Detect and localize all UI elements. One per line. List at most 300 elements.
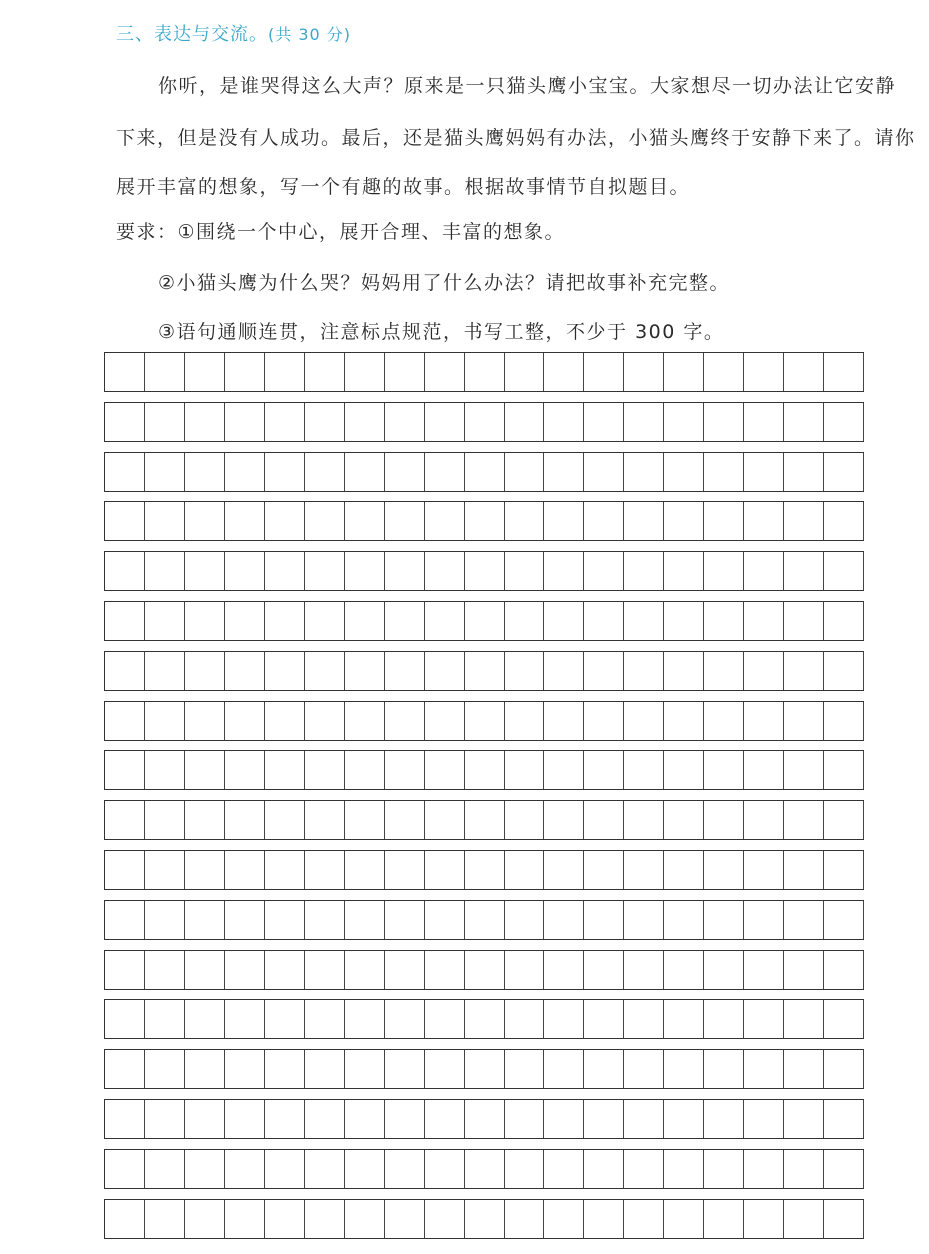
- grid-cell[interactable]: [345, 751, 385, 789]
- grid-cell[interactable]: [744, 1050, 784, 1088]
- writing-grid[interactable]: [104, 352, 864, 1236]
- grid-cell[interactable]: [425, 403, 465, 441]
- grid-cell[interactable]: [784, 1100, 824, 1138]
- grid-cell[interactable]: [345, 901, 385, 939]
- grid-cell[interactable]: [185, 901, 225, 939]
- grid-cell[interactable]: [465, 403, 505, 441]
- grid-cell[interactable]: [704, 502, 744, 540]
- grid-cell[interactable]: [185, 1050, 225, 1088]
- grid-cell[interactable]: [544, 801, 584, 839]
- grid-cell[interactable]: [784, 1000, 824, 1038]
- grid-cell[interactable]: [704, 951, 744, 989]
- grid-cell[interactable]: [265, 751, 305, 789]
- grid-cell[interactable]: [305, 751, 345, 789]
- grid-cell[interactable]: [505, 1100, 545, 1138]
- grid-cell[interactable]: [145, 1100, 185, 1138]
- grid-cell[interactable]: [824, 951, 864, 989]
- grid-cell[interactable]: [584, 502, 624, 540]
- grid-cell[interactable]: [265, 1150, 305, 1188]
- grid-cell[interactable]: [664, 851, 704, 889]
- grid-cell[interactable]: [624, 951, 664, 989]
- grid-cell[interactable]: [345, 353, 385, 391]
- grid-cell[interactable]: [225, 602, 265, 640]
- grid-cell[interactable]: [664, 901, 704, 939]
- grid-cell[interactable]: [624, 652, 664, 690]
- grid-cell[interactable]: [425, 652, 465, 690]
- grid-cell[interactable]: [225, 1000, 265, 1038]
- grid-cell[interactable]: [465, 851, 505, 889]
- grid-cell[interactable]: [265, 1100, 305, 1138]
- grid-cell[interactable]: [824, 1050, 864, 1088]
- grid-cell[interactable]: [225, 552, 265, 590]
- grid-cell[interactable]: [584, 951, 624, 989]
- grid-cell[interactable]: [225, 851, 265, 889]
- grid-cell[interactable]: [185, 602, 225, 640]
- grid-cell[interactable]: [784, 851, 824, 889]
- grid-cell[interactable]: [265, 702, 305, 740]
- grid-cell[interactable]: [784, 951, 824, 989]
- grid-cell[interactable]: [744, 552, 784, 590]
- grid-cell[interactable]: [145, 1000, 185, 1038]
- grid-cell[interactable]: [425, 801, 465, 839]
- grid-cell[interactable]: [624, 751, 664, 789]
- grid-cell[interactable]: [265, 1050, 305, 1088]
- grid-cell[interactable]: [465, 1050, 505, 1088]
- grid-cell[interactable]: [425, 951, 465, 989]
- grid-cell[interactable]: [544, 901, 584, 939]
- grid-cell[interactable]: [105, 1100, 145, 1138]
- grid-cell[interactable]: [704, 552, 744, 590]
- grid-cell[interactable]: [225, 453, 265, 491]
- grid-cell[interactable]: [544, 453, 584, 491]
- grid-cell[interactable]: [145, 901, 185, 939]
- grid-cell[interactable]: [385, 851, 425, 889]
- grid-cell[interactable]: [584, 602, 624, 640]
- grid-cell[interactable]: [225, 702, 265, 740]
- grid-cell[interactable]: [624, 403, 664, 441]
- grid-cell[interactable]: [744, 602, 784, 640]
- grid-cell[interactable]: [505, 951, 545, 989]
- grid-cell[interactable]: [505, 1050, 545, 1088]
- grid-cell[interactable]: [505, 1000, 545, 1038]
- grid-cell[interactable]: [185, 751, 225, 789]
- grid-cell[interactable]: [505, 1200, 545, 1238]
- grid-cell[interactable]: [105, 552, 145, 590]
- grid-cell[interactable]: [505, 702, 545, 740]
- grid-cell[interactable]: [744, 751, 784, 789]
- grid-cell[interactable]: [744, 851, 784, 889]
- grid-cell[interactable]: [744, 353, 784, 391]
- grid-cell[interactable]: [305, 702, 345, 740]
- grid-cell[interactable]: [105, 353, 145, 391]
- grid-cell[interactable]: [145, 353, 185, 391]
- grid-cell[interactable]: [824, 502, 864, 540]
- grid-cell[interactable]: [105, 901, 145, 939]
- grid-cell[interactable]: [225, 1150, 265, 1188]
- grid-cell[interactable]: [385, 1050, 425, 1088]
- grid-cell[interactable]: [784, 552, 824, 590]
- grid-cell[interactable]: [824, 702, 864, 740]
- grid-cell[interactable]: [704, 1000, 744, 1038]
- grid-cell[interactable]: [744, 702, 784, 740]
- grid-cell[interactable]: [185, 851, 225, 889]
- grid-cell[interactable]: [784, 1200, 824, 1238]
- grid-cell[interactable]: [704, 403, 744, 441]
- grid-cell[interactable]: [824, 403, 864, 441]
- grid-cell[interactable]: [584, 1200, 624, 1238]
- grid-cell[interactable]: [784, 1050, 824, 1088]
- grid-cell[interactable]: [145, 851, 185, 889]
- grid-cell[interactable]: [704, 1150, 744, 1188]
- grid-cell[interactable]: [425, 851, 465, 889]
- grid-cell[interactable]: [465, 901, 505, 939]
- grid-cell[interactable]: [225, 1200, 265, 1238]
- grid-cell[interactable]: [505, 851, 545, 889]
- grid-cell[interactable]: [624, 502, 664, 540]
- grid-cell[interactable]: [225, 403, 265, 441]
- grid-cell[interactable]: [664, 1000, 704, 1038]
- grid-cell[interactable]: [465, 502, 505, 540]
- grid-cell[interactable]: [824, 453, 864, 491]
- grid-cell[interactable]: [425, 702, 465, 740]
- grid-cell[interactable]: [584, 1050, 624, 1088]
- grid-cell[interactable]: [824, 602, 864, 640]
- grid-cell[interactable]: [305, 652, 345, 690]
- grid-cell[interactable]: [265, 403, 305, 441]
- grid-cell[interactable]: [105, 1150, 145, 1188]
- grid-cell[interactable]: [465, 1150, 505, 1188]
- grid-cell[interactable]: [425, 1050, 465, 1088]
- grid-cell[interactable]: [584, 751, 624, 789]
- grid-cell[interactable]: [185, 552, 225, 590]
- grid-cell[interactable]: [145, 403, 185, 441]
- grid-cell[interactable]: [505, 751, 545, 789]
- grid-cell[interactable]: [784, 602, 824, 640]
- grid-cell[interactable]: [465, 1200, 505, 1238]
- grid-cell[interactable]: [664, 403, 704, 441]
- grid-cell[interactable]: [704, 1200, 744, 1238]
- grid-cell[interactable]: [145, 751, 185, 789]
- grid-cell[interactable]: [744, 1200, 784, 1238]
- grid-cell[interactable]: [145, 453, 185, 491]
- grid-cell[interactable]: [744, 652, 784, 690]
- grid-cell[interactable]: [345, 951, 385, 989]
- grid-cell[interactable]: [584, 901, 624, 939]
- grid-cell[interactable]: [704, 1050, 744, 1088]
- grid-cell[interactable]: [784, 1150, 824, 1188]
- grid-cell[interactable]: [505, 403, 545, 441]
- grid-cell[interactable]: [425, 602, 465, 640]
- grid-cell[interactable]: [105, 801, 145, 839]
- grid-cell[interactable]: [345, 502, 385, 540]
- grid-cell[interactable]: [584, 1000, 624, 1038]
- grid-cell[interactable]: [624, 602, 664, 640]
- grid-cell[interactable]: [185, 1200, 225, 1238]
- grid-cell[interactable]: [584, 403, 624, 441]
- grid-cell[interactable]: [185, 1000, 225, 1038]
- grid-cell[interactable]: [784, 353, 824, 391]
- grid-cell[interactable]: [385, 353, 425, 391]
- grid-cell[interactable]: [824, 1000, 864, 1038]
- grid-cell[interactable]: [465, 702, 505, 740]
- grid-cell[interactable]: [664, 1100, 704, 1138]
- grid-cell[interactable]: [465, 801, 505, 839]
- grid-cell[interactable]: [225, 951, 265, 989]
- grid-cell[interactable]: [425, 502, 465, 540]
- grid-cell[interactable]: [345, 801, 385, 839]
- grid-cell[interactable]: [624, 552, 664, 590]
- grid-cell[interactable]: [345, 1150, 385, 1188]
- grid-cell[interactable]: [664, 502, 704, 540]
- grid-cell[interactable]: [385, 801, 425, 839]
- grid-cell[interactable]: [305, 453, 345, 491]
- grid-cell[interactable]: [145, 652, 185, 690]
- grid-cell[interactable]: [664, 801, 704, 839]
- grid-cell[interactable]: [624, 801, 664, 839]
- grid-cell[interactable]: [744, 453, 784, 491]
- grid-cell[interactable]: [185, 502, 225, 540]
- grid-cell[interactable]: [385, 1200, 425, 1238]
- grid-cell[interactable]: [505, 801, 545, 839]
- grid-cell[interactable]: [824, 901, 864, 939]
- grid-cell[interactable]: [584, 1150, 624, 1188]
- grid-cell[interactable]: [345, 851, 385, 889]
- grid-cell[interactable]: [465, 602, 505, 640]
- grid-cell[interactable]: [824, 1200, 864, 1238]
- grid-cell[interactable]: [704, 602, 744, 640]
- grid-cell[interactable]: [305, 552, 345, 590]
- grid-cell[interactable]: [385, 453, 425, 491]
- grid-cell[interactable]: [105, 702, 145, 740]
- grid-cell[interactable]: [544, 951, 584, 989]
- grid-cell[interactable]: [385, 502, 425, 540]
- grid-cell[interactable]: [145, 602, 185, 640]
- grid-cell[interactable]: [185, 403, 225, 441]
- grid-cell[interactable]: [185, 1100, 225, 1138]
- grid-cell[interactable]: [784, 801, 824, 839]
- grid-cell[interactable]: [584, 1100, 624, 1138]
- grid-cell[interactable]: [345, 652, 385, 690]
- grid-cell[interactable]: [305, 851, 345, 889]
- grid-cell[interactable]: [345, 1100, 385, 1138]
- grid-cell[interactable]: [824, 1150, 864, 1188]
- grid-cell[interactable]: [624, 1150, 664, 1188]
- grid-cell[interactable]: [624, 1000, 664, 1038]
- grid-cell[interactable]: [624, 1100, 664, 1138]
- grid-cell[interactable]: [544, 751, 584, 789]
- grid-cell[interactable]: [664, 751, 704, 789]
- grid-cell[interactable]: [584, 552, 624, 590]
- grid-cell[interactable]: [105, 453, 145, 491]
- grid-cell[interactable]: [784, 502, 824, 540]
- grid-cell[interactable]: [345, 602, 385, 640]
- grid-cell[interactable]: [425, 552, 465, 590]
- grid-cell[interactable]: [385, 901, 425, 939]
- grid-cell[interactable]: [105, 403, 145, 441]
- grid-cell[interactable]: [744, 801, 784, 839]
- grid-cell[interactable]: [425, 1150, 465, 1188]
- grid-cell[interactable]: [145, 1200, 185, 1238]
- grid-cell[interactable]: [584, 702, 624, 740]
- grid-cell[interactable]: [664, 1150, 704, 1188]
- grid-cell[interactable]: [185, 951, 225, 989]
- grid-cell[interactable]: [744, 502, 784, 540]
- grid-cell[interactable]: [544, 403, 584, 441]
- grid-cell[interactable]: [704, 851, 744, 889]
- grid-cell[interactable]: [624, 901, 664, 939]
- grid-cell[interactable]: [505, 1150, 545, 1188]
- grid-cell[interactable]: [704, 751, 744, 789]
- grid-cell[interactable]: [225, 801, 265, 839]
- grid-cell[interactable]: [704, 652, 744, 690]
- grid-cell[interactable]: [225, 353, 265, 391]
- grid-cell[interactable]: [505, 453, 545, 491]
- grid-cell[interactable]: [345, 702, 385, 740]
- grid-cell[interactable]: [385, 702, 425, 740]
- grid-cell[interactable]: [624, 453, 664, 491]
- grid-cell[interactable]: [385, 951, 425, 989]
- grid-cell[interactable]: [744, 1100, 784, 1138]
- grid-cell[interactable]: [505, 502, 545, 540]
- grid-cell[interactable]: [425, 901, 465, 939]
- grid-cell[interactable]: [305, 1100, 345, 1138]
- grid-cell[interactable]: [185, 1150, 225, 1188]
- grid-cell[interactable]: [425, 353, 465, 391]
- grid-cell[interactable]: [505, 602, 545, 640]
- grid-cell[interactable]: [145, 801, 185, 839]
- grid-cell[interactable]: [385, 602, 425, 640]
- grid-cell[interactable]: [784, 751, 824, 789]
- grid-cell[interactable]: [664, 1200, 704, 1238]
- grid-cell[interactable]: [305, 801, 345, 839]
- grid-cell[interactable]: [385, 403, 425, 441]
- grid-cell[interactable]: [265, 552, 305, 590]
- grid-cell[interactable]: [465, 951, 505, 989]
- grid-cell[interactable]: [664, 602, 704, 640]
- grid-cell[interactable]: [824, 652, 864, 690]
- grid-cell[interactable]: [784, 652, 824, 690]
- grid-cell[interactable]: [185, 652, 225, 690]
- grid-cell[interactable]: [185, 801, 225, 839]
- grid-cell[interactable]: [824, 851, 864, 889]
- grid-cell[interactable]: [265, 353, 305, 391]
- grid-cell[interactable]: [105, 1200, 145, 1238]
- grid-cell[interactable]: [425, 751, 465, 789]
- grid-cell[interactable]: [664, 652, 704, 690]
- grid-cell[interactable]: [425, 453, 465, 491]
- grid-cell[interactable]: [664, 552, 704, 590]
- grid-cell[interactable]: [145, 1050, 185, 1088]
- grid-cell[interactable]: [544, 1050, 584, 1088]
- grid-cell[interactable]: [105, 851, 145, 889]
- grid-cell[interactable]: [704, 702, 744, 740]
- grid-cell[interactable]: [704, 353, 744, 391]
- grid-cell[interactable]: [544, 652, 584, 690]
- grid-cell[interactable]: [105, 602, 145, 640]
- grid-cell[interactable]: [505, 652, 545, 690]
- grid-cell[interactable]: [544, 353, 584, 391]
- grid-cell[interactable]: [744, 951, 784, 989]
- grid-cell[interactable]: [225, 1100, 265, 1138]
- grid-cell[interactable]: [744, 1000, 784, 1038]
- grid-cell[interactable]: [664, 951, 704, 989]
- grid-cell[interactable]: [784, 901, 824, 939]
- grid-cell[interactable]: [305, 403, 345, 441]
- grid-cell[interactable]: [425, 1100, 465, 1138]
- grid-cell[interactable]: [305, 1000, 345, 1038]
- grid-cell[interactable]: [824, 751, 864, 789]
- grid-cell[interactable]: [544, 552, 584, 590]
- grid-cell[interactable]: [584, 851, 624, 889]
- grid-cell[interactable]: [105, 951, 145, 989]
- grid-cell[interactable]: [824, 1100, 864, 1138]
- grid-cell[interactable]: [145, 502, 185, 540]
- grid-cell[interactable]: [465, 751, 505, 789]
- grid-cell[interactable]: [544, 1150, 584, 1188]
- grid-cell[interactable]: [544, 502, 584, 540]
- grid-cell[interactable]: [505, 353, 545, 391]
- grid-cell[interactable]: [704, 801, 744, 839]
- grid-cell[interactable]: [345, 1050, 385, 1088]
- grid-cell[interactable]: [185, 702, 225, 740]
- grid-cell[interactable]: [385, 751, 425, 789]
- grid-cell[interactable]: [265, 901, 305, 939]
- grid-cell[interactable]: [505, 552, 545, 590]
- grid-cell[interactable]: [145, 1150, 185, 1188]
- grid-cell[interactable]: [584, 353, 624, 391]
- grid-cell[interactable]: [465, 453, 505, 491]
- grid-cell[interactable]: [185, 353, 225, 391]
- grid-cell[interactable]: [145, 552, 185, 590]
- grid-cell[interactable]: [664, 702, 704, 740]
- grid-cell[interactable]: [345, 453, 385, 491]
- grid-cell[interactable]: [225, 1050, 265, 1088]
- grid-cell[interactable]: [744, 403, 784, 441]
- grid-cell[interactable]: [824, 801, 864, 839]
- grid-cell[interactable]: [664, 353, 704, 391]
- grid-cell[interactable]: [345, 403, 385, 441]
- grid-cell[interactable]: [704, 1100, 744, 1138]
- grid-cell[interactable]: [544, 1200, 584, 1238]
- grid-cell[interactable]: [345, 552, 385, 590]
- grid-cell[interactable]: [265, 851, 305, 889]
- grid-cell[interactable]: [145, 951, 185, 989]
- grid-cell[interactable]: [624, 1200, 664, 1238]
- grid-cell[interactable]: [105, 751, 145, 789]
- grid-cell[interactable]: [385, 652, 425, 690]
- grid-cell[interactable]: [584, 453, 624, 491]
- grid-cell[interactable]: [425, 1200, 465, 1238]
- grid-cell[interactable]: [465, 1100, 505, 1138]
- grid-cell[interactable]: [744, 901, 784, 939]
- grid-cell[interactable]: [185, 453, 225, 491]
- grid-cell[interactable]: [265, 1000, 305, 1038]
- grid-cell[interactable]: [105, 502, 145, 540]
- grid-cell[interactable]: [225, 901, 265, 939]
- grid-cell[interactable]: [465, 552, 505, 590]
- grid-cell[interactable]: [305, 901, 345, 939]
- grid-cell[interactable]: [664, 1050, 704, 1088]
- grid-cell[interactable]: [305, 1200, 345, 1238]
- grid-cell[interactable]: [225, 652, 265, 690]
- grid-cell[interactable]: [544, 702, 584, 740]
- grid-cell[interactable]: [385, 1150, 425, 1188]
- grid-cell[interactable]: [544, 1100, 584, 1138]
- grid-cell[interactable]: [265, 951, 305, 989]
- grid-cell[interactable]: [225, 502, 265, 540]
- grid-cell[interactable]: [385, 552, 425, 590]
- grid-cell[interactable]: [624, 353, 664, 391]
